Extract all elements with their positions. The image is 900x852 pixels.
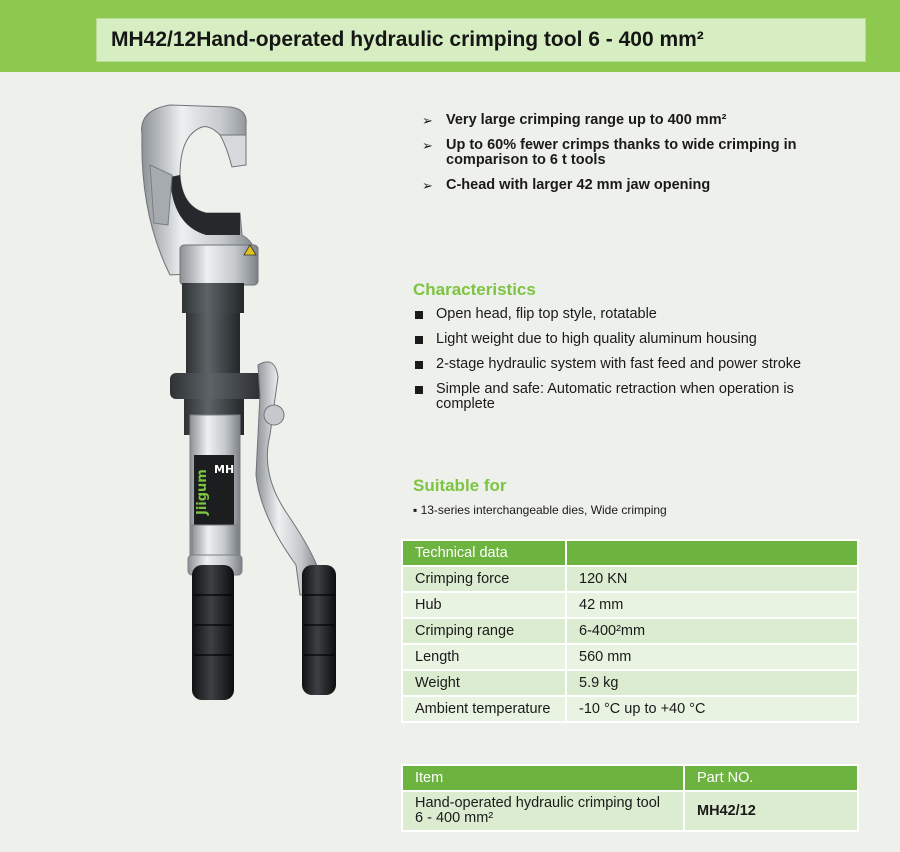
table-row: Length 560 mm	[402, 644, 858, 670]
feature-item: ➢ Very large crimping range up to 400 mm²	[422, 112, 727, 128]
characteristics-list	[413, 307, 813, 422]
arrow-bullet-icon: ➢	[422, 113, 433, 128]
part-no-header: Part NO.	[684, 765, 858, 791]
feature-list	[420, 113, 840, 203]
table-header: Technical data	[402, 540, 566, 566]
characteristic-item: Simple and safe: Automatic retraction when operation is complete	[413, 382, 813, 412]
characteristic-item: 2-stage hydraulic system with fast feed and power stroke	[413, 357, 813, 372]
title-box	[96, 18, 866, 62]
crimping-tool-illustration	[110, 95, 370, 715]
square-bullet-icon	[415, 336, 423, 344]
square-bullet-icon	[415, 386, 423, 394]
arrow-bullet-icon: ➢	[422, 138, 433, 153]
characteristic-item: Light weight due to high quality aluminum housing	[413, 332, 813, 347]
item-name: Hand-operated hydraulic crimping tool 6 - 400 mm²	[402, 791, 684, 831]
page-title: MH42/12Hand-operated hydraulic crimping tool 6 - 400 mm²	[111, 28, 704, 51]
table-header-empty	[566, 540, 858, 566]
table-header-row	[402, 540, 858, 566]
table-row	[402, 791, 858, 831]
square-bullet-icon	[415, 311, 423, 319]
table-header-row	[402, 765, 858, 791]
characteristics-heading: Characteristics	[413, 280, 536, 299]
table-row: Crimping range 6-400²mm	[402, 618, 858, 644]
square-bullet-icon	[415, 361, 423, 369]
feature-item: ➢ C-head with larger 42 mm jaw opening	[422, 177, 711, 193]
part-number-table	[401, 764, 859, 832]
suitable-text: ▪ 13-series interchangeable dies, Wide crimping	[413, 503, 667, 517]
tool-model-label: MH	[214, 463, 235, 476]
technical-data-table	[401, 539, 859, 723]
table-row: Crimping force 120 KN	[402, 566, 858, 592]
suitable-heading: Suitable for	[413, 476, 507, 495]
product-image	[110, 95, 370, 715]
table-row: Hub 42 mm	[402, 592, 858, 618]
part-number: MH42/12	[684, 791, 858, 831]
title-banner	[0, 0, 900, 72]
table-row: Ambient temperature -10 °C up to +40 °C	[402, 696, 858, 722]
table-row: Weight 5.9 kg	[402, 670, 858, 696]
arrow-bullet-icon: ➢	[422, 178, 433, 193]
characteristic-item: Open head, flip top style, rotatable	[413, 307, 813, 322]
tool-brand-label: Jiigum	[195, 469, 210, 515]
feature-item: ➢ Up to 60% fewer crimps thanks to wide crimping in comparison to 6 t tools	[422, 137, 797, 168]
item-header: Item	[402, 765, 684, 791]
